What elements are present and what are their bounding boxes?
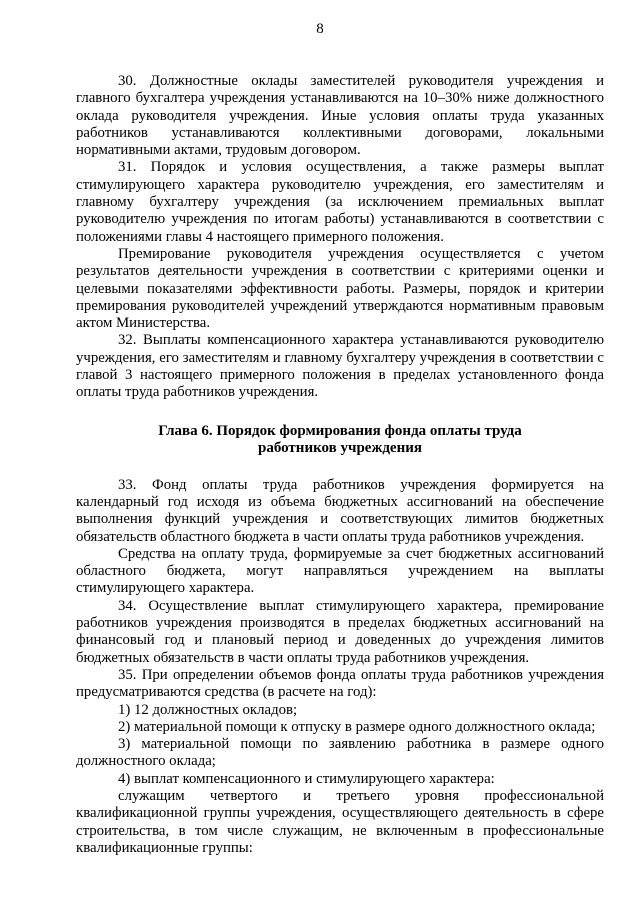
chapter-heading-line-2: работников учреждения <box>257 440 422 457</box>
list-item-3: 3) материальной помощи по заявлению работника в размере одного должностного оклада; <box>76 736 604 770</box>
paragraph-30: 30. Должностные оклады заместителей руководителя учреждения и главного бухгалтера учреждения устанавливаются на 10–30% ниже должностного оклада руководителя учреждения. Иные условия оплаты труда указанных работников устанавливаются коллективными договорами, локальными нормативными актами, трудовым договором. <box>76 73 604 159</box>
document-body <box>76 73 604 857</box>
paragraph-32: 32. Выплаты компенсационного характера устанавливаются руководителю учреждения, его заместителям и главному бухгалтеру учреждения в соответствии с главой 3 настоящего примерного положения в пределах установленного фонда оплаты труда работников учреждения. <box>76 332 604 401</box>
paragraph-35: 35. При определении объемов фонда оплаты труда работников учреждения предусматриваются средства (в расчете на год): <box>76 666 604 701</box>
paragraph-31-bonus: Премирование руководителя учреждения осуществляется с учетом результатов деятельности учреждения в соответствии с критериями оценки и целевыми показателями эффективности работы. Размеры, порядок и критерии премирования руководителей учреждений утверждаются нормативным правовым актом Министерства. <box>76 245 604 332</box>
paragraph-33-funds: Средства на оплату труда, формируемые за счет бюджетных ассигнований областного бюджета, могут направляться учреждением на выплаты стимулирующего характера. <box>76 545 604 597</box>
paragraph-employees: служащим четвертого и третьего уровня профессиональной квалификационной группы учреждения, осуществляющего деятельность в сфере строительства, в том числе служащим, не включенным в профессиональные квалификационные группы: <box>76 787 604 856</box>
list-item-1: 1) 12 должностных окладов; <box>118 701 298 718</box>
list-item-4: 4) выплат компенсационного и стимулирующего характера: <box>118 770 495 787</box>
page-number: 8 <box>316 21 324 37</box>
paragraph-33: 33. Фонд оплаты труда работников учреждения формируется на календарный год исходя из объема бюджетных ассигнований на обеспечение выполнения функций учреждения и соответствующих лимитов бюджетных обязательств областного бюджета в части оплаты труда работников учреждения. <box>76 476 604 545</box>
chapter-heading-line-1: Глава 6. Порядок формирования фонда оплаты труда <box>158 422 522 439</box>
paragraph-31: 31. Порядок и условия осуществления, а также размеры выплат стимулирующего характера руководителю учреждения, его заместителям и главному бухгалтеру учреждения (за исключением премиальных выплат руководителю учреждения по итогам работы) устанавливаются в соответствии с положениями главы 4 настоящего примерного положения. <box>76 159 604 245</box>
list-item-2: 2) материальной помощи к отпуску в размере одного должностного оклада; <box>118 718 596 735</box>
paragraph-34: 34. Осуществление выплат стимулирующего характера, премирование работников учреждения производятся в пределах бюджетных ассигнований на финансовый год и плановый период и доведенных до учреждения лимитов бюджетных обязательств в части оплаты труда работников учреждения. <box>76 597 604 666</box>
